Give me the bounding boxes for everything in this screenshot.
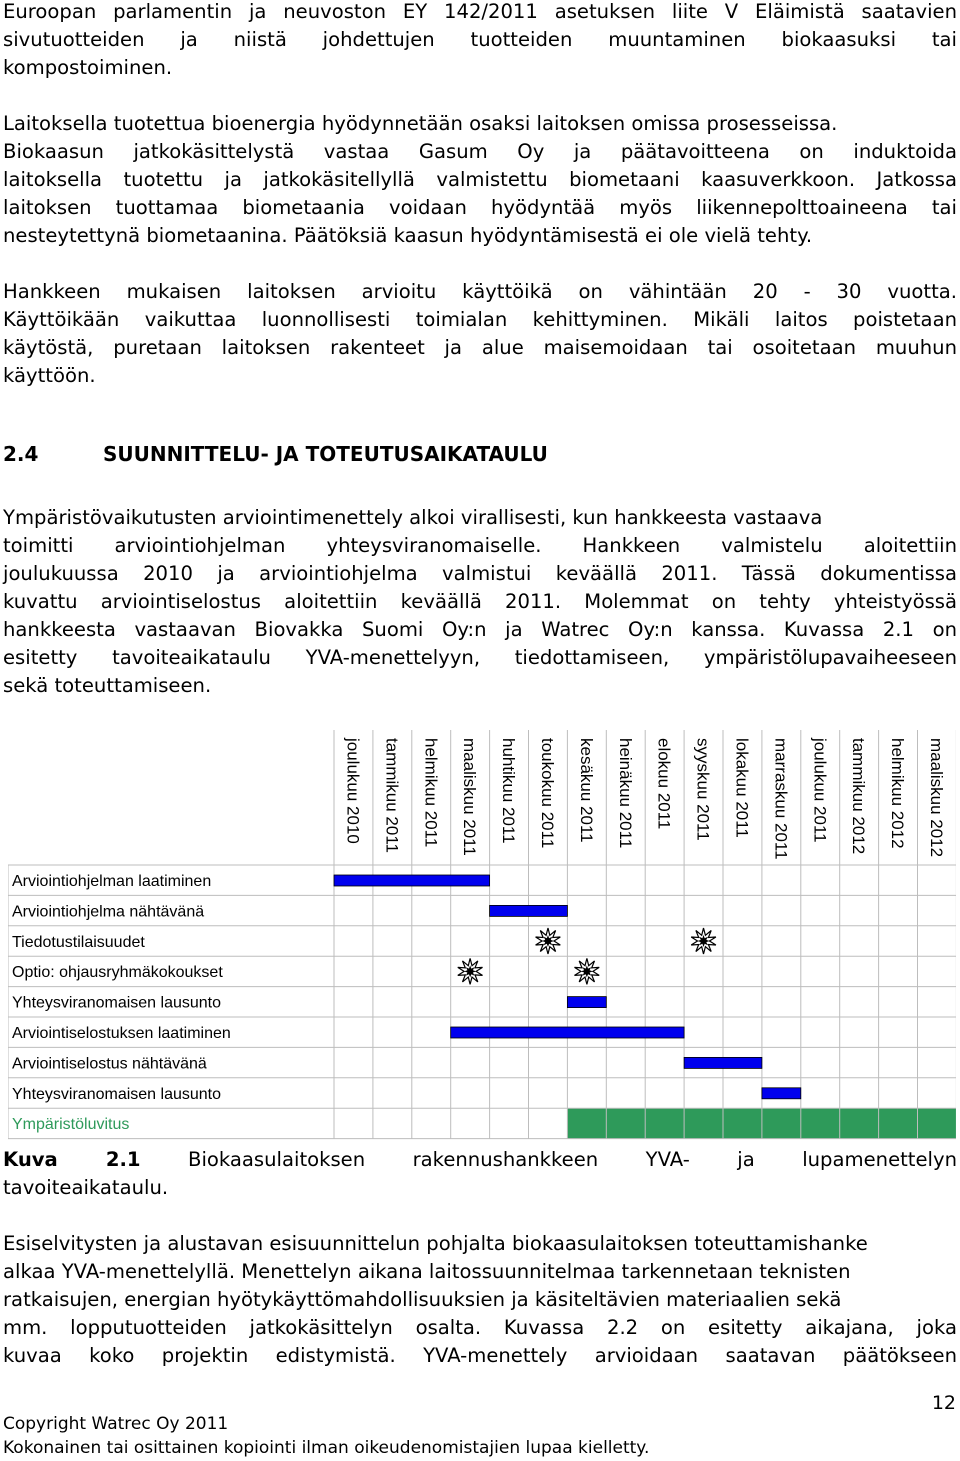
task-bar <box>334 875 490 886</box>
text-line: alkaa YVA-menettelyllä. Menettelyn aikana laitossuunnitelmaa tarkennetaan teknisten <box>3 1260 851 1283</box>
page-number: 12 <box>931 1392 956 1414</box>
task-label: Yhteysviranomaisen lausunto <box>12 994 222 1012</box>
text-line: Biokaasun jatkokäsittelystä vastaa Gasum Oy ja päätavoitteena on induktoida <box>3 140 957 163</box>
text-line: nesteytettynä biometaanina. Päätöksiä kaasun hyödyntämisestä ei ole vielä tehty. <box>3 224 813 247</box>
month-label: syyskuu 2011 <box>693 738 713 841</box>
month-label: lokakuu 2011 <box>732 738 752 838</box>
text-line: Esiselvitysten ja alustavan esisuunnittelun pohjalta biokaasulaitoksen toteuttamishanke <box>3 1232 868 1255</box>
task-bar <box>762 1088 801 1099</box>
eia-paragraph <box>3 504 957 700</box>
text-line: laitoksella tuotettu ja jatkokäsitellyllä valmistettu biometaani kaasuverkkoon. Jatkossa <box>3 168 957 191</box>
text-line: hankkeesta vastaavan Biovakka Suomi Oy:n ja Watrec Oy:n kanssa. Kuvassa 2.1 on <box>3 618 957 641</box>
intro-paragraph <box>3 0 957 82</box>
month-label: huhtikuu 2011 <box>499 738 519 844</box>
copying-notice: Kokonainen tai osittainen kopiointi ilman oikeudenomistajien lupaa kielletty. <box>3 1438 650 1458</box>
text-line: toimitti arviointiohjelman yhteysviranomaiselle. Hankkeen valmistelu aloitettiin <box>3 534 957 557</box>
caption-text: tavoiteaikataulu. <box>3 1176 169 1199</box>
schedule-gantt-chart <box>8 730 956 1142</box>
task-bar <box>567 997 606 1008</box>
lifetime-paragraph <box>3 278 957 390</box>
task-label: Arviointiselostus nähtävänä <box>12 1055 207 1073</box>
month-label: maaliskuu 2012 <box>926 738 946 858</box>
text-line: käyttöön. <box>3 364 96 387</box>
text-line: käytöstä, puretaan laitoksen rakenteet ja alue maisemoidaan tai osoitetaan muuhun <box>3 336 957 359</box>
month-label: tammikuu 2011 <box>382 738 402 853</box>
section-title: SUUNNITTELU- JA TOTEUTUSAIKATAULU <box>103 442 548 466</box>
task-label: Arviointiselostuksen laatiminen <box>12 1025 231 1042</box>
text-line: mm. lopputuotteiden jatkokäsittelyn osalta. Kuvassa 2.2 on esitetty aikajana, joka <box>3 1316 957 1339</box>
month-label: maaliskuu 2011 <box>460 738 480 856</box>
text-line: Hankkeen mukaisen laitoksen arvioitu käyttöikä on vähintään 20 - 30 vuotta. <box>3 280 957 303</box>
task-label: Tiedotustilaisuudet <box>12 933 145 951</box>
month-label: joulukuu 2011 <box>810 738 830 843</box>
task-label: Arviointiohjelma nähtävänä <box>12 903 205 921</box>
month-label: toukokuu 2011 <box>537 738 557 849</box>
copyright-line: Copyright Watrec Oy 2011 <box>3 1414 229 1434</box>
text-line: Laitoksella tuotettua bioenergia hyödynnetään osaksi laitoksen omissa prosesseissa. <box>3 112 838 135</box>
bioenergy-paragraph <box>3 110 957 250</box>
text-line: joulukuussa 2010 ja arviointiohjelma valmistui keväällä 2011. Tässä dokumentissa <box>3 562 957 585</box>
task-bar <box>451 1027 684 1038</box>
month-label: heinäkuu 2011 <box>615 738 635 849</box>
month-label: joulukuu 2010 <box>343 738 363 844</box>
caption-text: Biokaasulaitoksen rakennushankkeen YVA- ja lupamenettelyn <box>188 1148 957 1171</box>
task-label: Arviointiohjelman laatiminen <box>12 873 212 890</box>
text-line: sivutuotteiden ja niistä johdettujen tuotteiden muuntaminen biokaasuksi tai <box>3 28 957 51</box>
section-heading <box>3 440 548 468</box>
figure-caption <box>3 1146 957 1202</box>
text-line: ratkaisujen, energian hyötykäyttömahdollisuuksien ja käsiteltävien materiaalien sekä <box>3 1288 842 1311</box>
task-bar <box>490 905 568 916</box>
text-line: kompostoiminen. <box>3 56 173 79</box>
month-label: helmikuu 2011 <box>421 738 441 848</box>
text-line: kuvaa koko projektin edistymistä. YVA-menettely arvioidaan saatavan päätökseen <box>3 1344 957 1367</box>
text-line: kuvattu arviointiselostus aloitettiin keväällä 2011. Molemmat on tehty yhteistyössä <box>3 590 957 613</box>
task-label: Yhteysviranomaisen lausunto <box>12 1085 222 1103</box>
month-label: marraskuu 2011 <box>771 738 791 860</box>
month-label: helmikuu 2012 <box>888 738 908 849</box>
task-bar <box>684 1057 762 1068</box>
text-line: Käyttöikään vaikuttaa luonnollisesti toimialan kehittyminen. Mikäli laitos poistetaan <box>3 308 957 331</box>
caption-label: Kuva 2.1 <box>3 1148 141 1171</box>
project-paragraph <box>3 1230 957 1370</box>
text-line: sekä toteuttamiseen. <box>3 674 212 697</box>
text-line: laitoksen tuottamaa biometaania voidaan hyödyntää myös liikennepolttoaineena tai <box>3 196 957 219</box>
month-label: kesäkuu 2011 <box>576 738 596 843</box>
text-line: Euroopan parlamentin ja neuvoston EY 142/2011 asetuksen liite V Eläimistä saatavien <box>3 0 957 23</box>
month-label: tammikuu 2012 <box>849 738 869 855</box>
section-number: 2.4 <box>3 442 39 466</box>
text-line: esitetty tavoiteaikataulu YVA-menettelyyn, tiedottamiseen, ympäristölupavaiheeseen <box>3 646 957 669</box>
task-label: Ympäristöluvitus <box>12 1116 130 1134</box>
month-label: elokuu 2011 <box>654 738 674 830</box>
text-line: Ympäristövaikutusten arviointimenettely alkoi virallisesti, kun hankkeesta vastaava <box>3 506 823 529</box>
task-label: Optio: ohjausryhmäkokoukset <box>12 964 223 982</box>
